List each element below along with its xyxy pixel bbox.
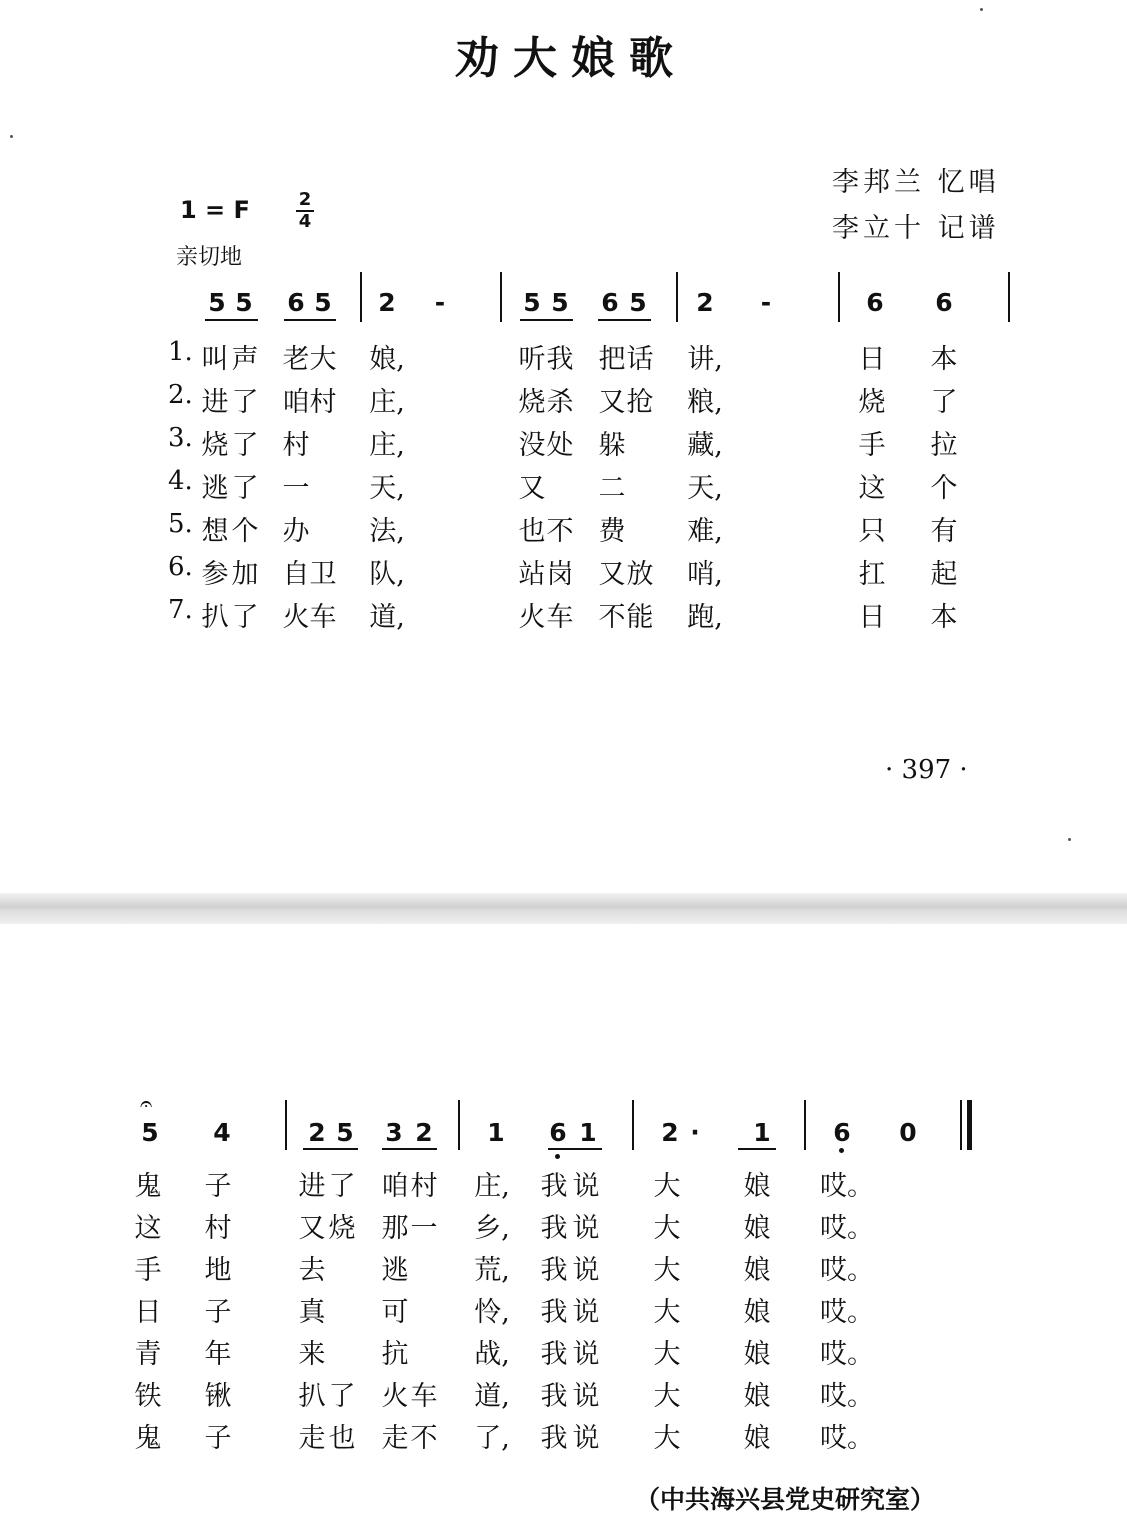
time-signature (296, 191, 314, 231)
beam (284, 319, 336, 321)
note: 6 (287, 288, 305, 317)
lyric-syllable: 也 (328, 1423, 356, 1454)
lyric-syllable: 手 (858, 430, 886, 461)
lyric-syllable: 我 (540, 1255, 568, 1286)
barline (285, 1100, 287, 1150)
lyric-syllable: 说 (572, 1255, 600, 1286)
lyric-syllable: 大 (653, 1339, 681, 1370)
lyric-syllable: 不 (546, 516, 574, 547)
lyric-syllable: 扛 (858, 559, 886, 590)
lyric-syllable: 走 (298, 1423, 326, 1454)
lyric-syllable: 粮, (687, 387, 723, 418)
note: 5 (523, 288, 541, 317)
beam (738, 1148, 776, 1150)
lyric-syllable: 一 (282, 473, 310, 504)
time-denominator: 4 (298, 211, 312, 232)
lyric-syllable: 跑, (687, 602, 723, 633)
singer-credit: 李邦兰 忆唱 (832, 167, 1000, 198)
lyric-syllable: 我 (540, 1297, 568, 1328)
lyric-syllable: 哎。 (820, 1213, 874, 1244)
lyric-syllable: 可 (381, 1297, 409, 1328)
lyric-syllable: 我 (540, 1381, 568, 1412)
fermata-mark: 𝄐 (140, 1092, 153, 1117)
lyric-syllable: 火 (282, 602, 310, 633)
note: 6 (601, 288, 619, 317)
verse-number: 1. (168, 337, 193, 367)
verse-number: 3. (168, 423, 193, 453)
note: 5 (235, 288, 253, 317)
lyric-syllable: 说 (572, 1339, 600, 1370)
lyric-syllable: 了 (231, 387, 259, 418)
lyric-syllable: 青 (134, 1339, 162, 1370)
lyric-syllable: 村 (282, 430, 310, 461)
lyric-syllable: 娘 (743, 1255, 771, 1286)
lyric-syllable: 怜, (474, 1297, 510, 1328)
note: 5 (314, 288, 332, 317)
lyric-syllable: 办 (282, 516, 310, 547)
lyric-syllable: 娘 (743, 1297, 771, 1328)
lyric-syllable: 地 (204, 1255, 232, 1286)
note: 4 (213, 1118, 231, 1147)
lyric-syllable: 荒, (474, 1255, 510, 1286)
lyric-syllable: 去 (298, 1255, 326, 1286)
note: 2 (378, 288, 396, 317)
note: - (434, 288, 446, 317)
lyric-syllable: 老 (282, 344, 310, 375)
barline (360, 272, 362, 322)
lyric-syllable: 娘 (743, 1381, 771, 1412)
final-barline-thick (967, 1100, 972, 1150)
lyric-syllable: 了 (930, 387, 958, 418)
lyric-syllable: 说 (572, 1213, 600, 1244)
lyric-syllable: 站 (518, 559, 546, 590)
lyric-syllable: 没 (518, 430, 546, 461)
lyric-syllable: 声 (231, 344, 259, 375)
lyric-syllable: 起 (930, 559, 958, 590)
barline (1008, 272, 1010, 322)
note: 5 (141, 1118, 159, 1147)
lyric-syllable: 听 (518, 344, 546, 375)
lyric-syllable: 法, (369, 516, 405, 547)
lyric-syllable: 铁 (134, 1381, 162, 1412)
note: 6 (833, 1118, 851, 1147)
lyric-syllable: 子 (204, 1423, 232, 1454)
lyric-syllable: 娘, (369, 344, 405, 375)
lyric-syllable: 放 (626, 559, 654, 590)
lyric-syllable: 手 (134, 1255, 162, 1286)
lyric-syllable: 躲 (598, 430, 626, 461)
lyric-syllable: 村 (309, 387, 337, 418)
lyric-syllable: 逃 (381, 1255, 409, 1286)
note: 6 (549, 1118, 567, 1147)
lyric-syllable: 哎。 (820, 1381, 874, 1412)
lyric-syllable: 进 (298, 1171, 326, 1202)
lyric-syllable: 队, (369, 559, 405, 590)
lyric-syllable: 战, (474, 1339, 510, 1370)
octave-dot (555, 1154, 560, 1159)
lyric-syllable: 一 (410, 1213, 438, 1244)
note: 5 (336, 1118, 354, 1147)
lyric-syllable: 车 (410, 1381, 438, 1412)
lyric-syllable: 说 (572, 1297, 600, 1328)
lyric-syllable: 咱 (282, 387, 310, 418)
scan-speck (10, 135, 13, 138)
lyric-syllable: 这 (858, 473, 886, 504)
lyric-syllable: 大 (653, 1255, 681, 1286)
lyric-syllable: 天, (687, 473, 723, 504)
verse-number: 6. (168, 552, 193, 582)
lyric-syllable: 大 (653, 1423, 681, 1454)
note: 1 (579, 1118, 597, 1147)
note: 2 (661, 1118, 679, 1147)
lyric-syllable: 锹 (204, 1381, 232, 1412)
verse-number: 4. (168, 466, 193, 496)
lyric-syllable: 大 (653, 1381, 681, 1412)
lyric-syllable: 本 (930, 602, 958, 633)
lyric-syllable: 了 (328, 1381, 356, 1412)
beam (205, 319, 258, 321)
lyric-syllable: 天, (369, 473, 405, 504)
note: 2 (415, 1118, 433, 1147)
lyric-syllable: 了 (231, 430, 259, 461)
note: 3 (385, 1118, 403, 1147)
barline (838, 272, 840, 322)
page-separator (0, 893, 1127, 924)
note: 2 (308, 1118, 326, 1147)
lyric-syllable: 抗 (381, 1339, 409, 1370)
lyric-syllable: 抢 (626, 387, 654, 418)
lyric-syllable: 又 (518, 473, 546, 504)
note: - (760, 288, 772, 317)
scan-speck (1068, 838, 1071, 841)
lyric-syllable: 哎。 (820, 1339, 874, 1370)
lyric-syllable: 不 (410, 1423, 438, 1454)
lyric-syllable: 了 (231, 473, 259, 504)
lyric-syllable: 庄, (474, 1171, 510, 1202)
lyric-syllable: 不 (598, 602, 626, 633)
lyric-syllable: 那 (381, 1213, 409, 1244)
beam (382, 1148, 437, 1150)
barline (804, 1100, 806, 1150)
lyric-syllable: 本 (930, 344, 958, 375)
note: 5 (208, 288, 226, 317)
song-title: 劝大娘歌 (455, 33, 687, 84)
lyric-syllable: 难, (687, 516, 723, 547)
lyric-syllable: 庄, (369, 387, 405, 418)
barline (500, 272, 502, 322)
lyric-syllable: 加 (231, 559, 259, 590)
note: 6 (866, 288, 884, 317)
note: · (690, 1118, 700, 1147)
lyric-syllable: 藏, (687, 430, 723, 461)
lyric-syllable: 哎。 (820, 1171, 874, 1202)
lyric-syllable: 进 (201, 387, 229, 418)
lyric-syllable: 日 (858, 344, 886, 375)
lyric-syllable: 杀 (546, 387, 574, 418)
scan-speck (980, 8, 983, 11)
lyric-syllable: 岗 (546, 559, 574, 590)
lyric-syllable: 大 (309, 344, 337, 375)
lyric-syllable: 大 (653, 1213, 681, 1244)
lyric-syllable: 村 (410, 1171, 438, 1202)
lyric-syllable: 娘 (743, 1171, 771, 1202)
lyric-syllable: 来 (298, 1339, 326, 1370)
time-numerator: 2 (298, 189, 312, 210)
lyric-syllable: 又 (598, 559, 626, 590)
lyric-syllable: 烧 (518, 387, 546, 418)
lyric-syllable: 能 (626, 602, 654, 633)
lyric-syllable: 又 (598, 387, 626, 418)
lyric-syllable: 我 (540, 1213, 568, 1244)
score-page-bottom (0, 924, 1127, 1524)
lyric-syllable: 拉 (930, 430, 958, 461)
note: 5 (551, 288, 569, 317)
lyric-syllable: 也 (518, 516, 546, 547)
lyric-syllable: 村 (204, 1213, 232, 1244)
lyric-syllable: 日 (134, 1297, 162, 1328)
lyric-syllable: 哎。 (820, 1423, 874, 1454)
lyric-syllable: 我 (540, 1339, 568, 1370)
beam (303, 1148, 358, 1150)
beam (548, 1148, 602, 1150)
barline (632, 1100, 634, 1150)
lyric-syllable: 大 (653, 1171, 681, 1202)
lyric-syllable: 真 (298, 1297, 326, 1328)
verse-number: 5. (168, 509, 193, 539)
lyric-syllable: 了 (231, 602, 259, 633)
lyric-syllable: 乡, (474, 1213, 510, 1244)
lyric-syllable: 参 (201, 559, 229, 590)
lyric-syllable: 逃 (201, 473, 229, 504)
lyric-syllable: 子 (204, 1171, 232, 1202)
transcriber-credit: 李立十 记谱 (832, 213, 1000, 244)
lyric-syllable: 鬼 (134, 1423, 162, 1454)
lyric-syllable: 鬼 (134, 1171, 162, 1202)
lyric-syllable: 年 (204, 1339, 232, 1370)
lyric-syllable: 烧 (201, 430, 229, 461)
lyric-syllable: 了 (328, 1171, 356, 1202)
lyric-syllable: 说 (572, 1381, 600, 1412)
tempo-marking: 亲切地 (176, 245, 243, 270)
note: 5 (629, 288, 647, 317)
key-signature: 1 = F (180, 196, 250, 224)
lyric-syllable: 叫 (201, 344, 229, 375)
lyric-syllable: 哨, (687, 559, 723, 590)
lyric-syllable: 说 (572, 1423, 600, 1454)
lyric-syllable: 日 (858, 602, 886, 633)
lyric-syllable: 卫 (309, 559, 337, 590)
lyric-syllable: 我 (540, 1423, 568, 1454)
lyric-syllable: 道, (369, 602, 405, 633)
lyric-syllable: 费 (598, 516, 626, 547)
lyric-syllable: 处 (546, 430, 574, 461)
lyric-syllable: 只 (858, 516, 886, 547)
lyric-syllable: 走 (381, 1423, 409, 1454)
lyric-syllable: 了, (474, 1423, 510, 1454)
lyric-syllable: 娘 (743, 1213, 771, 1244)
lyric-syllable: 娘 (743, 1423, 771, 1454)
lyric-syllable: 又 (298, 1213, 326, 1244)
note: 2 (696, 288, 714, 317)
page-number: · 397 · (885, 755, 968, 785)
beam (520, 319, 573, 321)
lyric-syllable: 道, (474, 1381, 510, 1412)
lyric-syllable: 烧 (328, 1213, 356, 1244)
lyric-syllable: 扒 (201, 602, 229, 633)
lyric-syllable: 车 (546, 602, 574, 633)
lyric-syllable: 讲, (687, 344, 723, 375)
lyric-syllable: 娘 (743, 1339, 771, 1370)
lyric-syllable: 子 (204, 1297, 232, 1328)
lyric-syllable: 大 (653, 1297, 681, 1328)
lyric-syllable: 我 (540, 1171, 568, 1202)
lyric-syllable: 二 (598, 473, 626, 504)
octave-dot (839, 1148, 844, 1153)
lyric-syllable: 想 (201, 516, 229, 547)
lyric-syllable: 哎。 (820, 1255, 874, 1286)
note: 6 (935, 288, 953, 317)
lyric-syllable: 火 (381, 1381, 409, 1412)
lyric-syllable: 庄, (369, 430, 405, 461)
lyric-syllable: 说 (572, 1171, 600, 1202)
lyric-syllable: 这 (134, 1213, 162, 1244)
source-credit: （中共海兴县党史研究室） (635, 1485, 936, 1514)
note: 1 (487, 1118, 505, 1147)
lyric-syllable: 火 (518, 602, 546, 633)
note: 0 (899, 1118, 917, 1147)
lyric-syllable: 扒 (298, 1381, 326, 1412)
verse-number: 2. (168, 380, 193, 410)
lyric-syllable: 个 (930, 473, 958, 504)
lyric-syllable: 车 (309, 602, 337, 633)
lyric-syllable: 哎。 (820, 1297, 874, 1328)
lyric-syllable: 有 (930, 516, 958, 547)
beam (598, 319, 651, 321)
final-barline-thin (960, 1100, 962, 1150)
verse-number: 7. (168, 595, 193, 625)
lyric-syllable: 把 (598, 344, 626, 375)
lyric-syllable: 个 (231, 516, 259, 547)
barline (676, 272, 678, 322)
barline (458, 1100, 460, 1150)
note: 1 (753, 1118, 771, 1147)
lyric-syllable: 话 (626, 344, 654, 375)
lyric-syllable: 我 (546, 344, 574, 375)
lyric-syllable: 自 (282, 559, 310, 590)
lyric-syllable: 烧 (858, 387, 886, 418)
lyric-syllable: 咱 (381, 1171, 409, 1202)
